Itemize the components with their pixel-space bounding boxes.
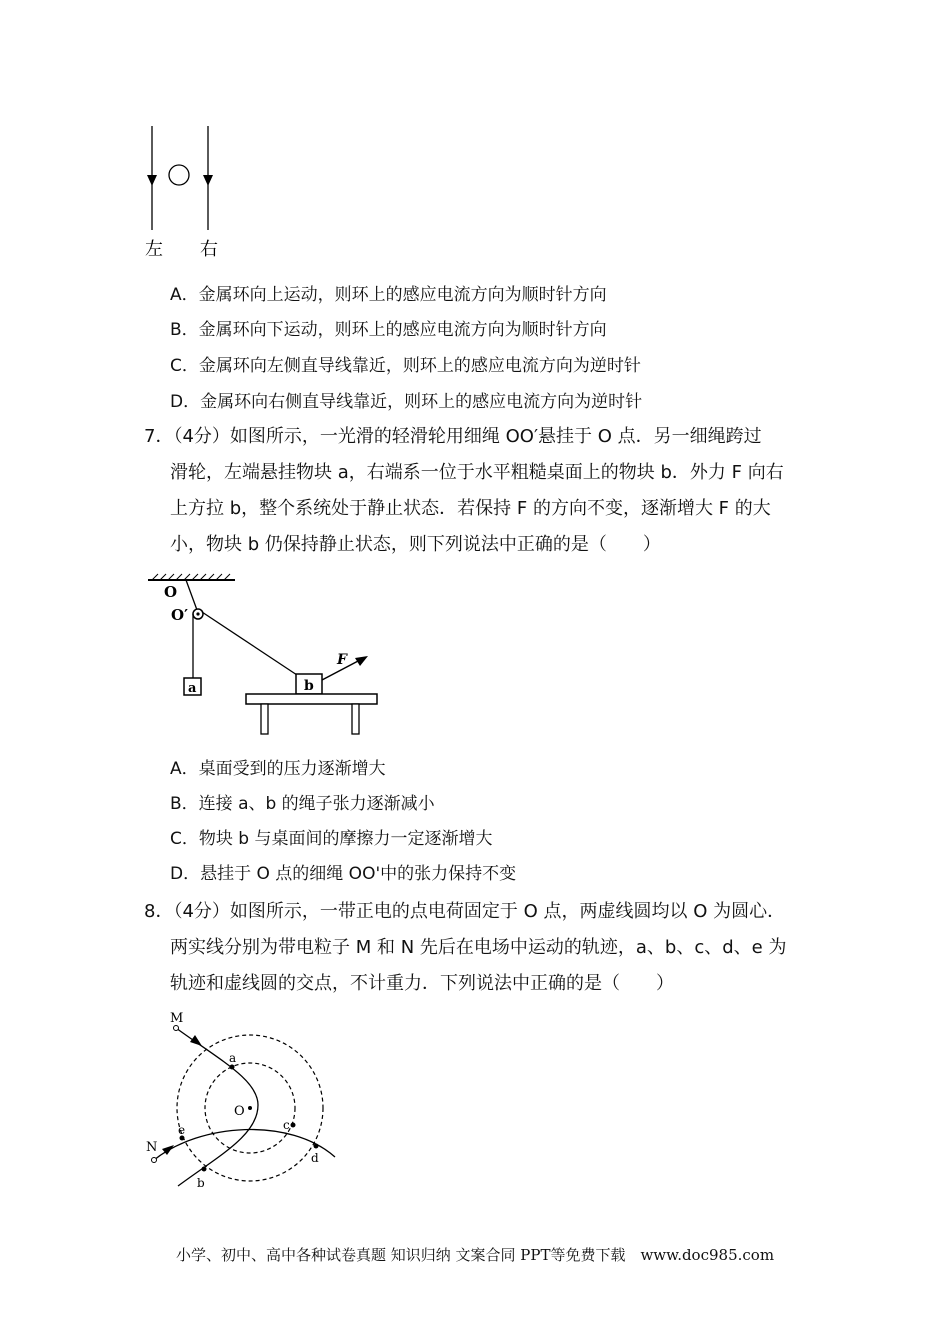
rope-to-b [202,612,297,675]
q8-line-1: 8．（4分）如图所示，一带正电的点电荷固定于 O 点，两虚线圆均以 O 为圆心． [144,901,786,922]
label-b: b [197,1176,205,1190]
label-a: a [188,681,197,696]
q8-line-3: 轨迹和虚线圆的交点，不计重力．下列说法中正确的是（ ） [170,973,674,994]
label-F: F [337,652,347,668]
right-wire-arrow [203,175,213,186]
q7-stem [144,419,814,563]
force-F-arrowhead [355,656,368,666]
q6-option-b: B．金属环向下运动，则环上的感应电流方向为顺时针方向 [170,320,607,340]
point-d [314,1144,319,1149]
q7-line-2: 滑轮，左端悬挂物块 a，右端系一位于水平粗糙桌面上的物块 b．外力 F 向右 [170,462,784,483]
q6-figure [130,120,240,265]
metal-ring [169,165,189,185]
q6-option-d: D．金属环向右侧直导线靠近，则环上的感应电流方向为逆时针 [170,392,643,412]
table-top [246,694,377,704]
charge-O [248,1106,252,1110]
label-O: O [234,1104,245,1119]
q8-figure [140,1005,350,1195]
label-e: e [178,1123,186,1137]
right-label: 右 [200,239,218,260]
label-d: d [311,1151,319,1165]
trajectory-M [176,1028,258,1186]
q7-figure [140,572,390,737]
q8-stem [144,894,814,1002]
pulley-axle [196,612,199,615]
left-wire-arrow [147,175,157,186]
label-O-prime: O′ [171,606,189,624]
q7-option-a: A．桌面受到的压力逐渐增大 [170,759,386,779]
table-leg-right [352,704,359,734]
N-start [152,1158,157,1163]
label-a: a [229,1051,237,1065]
left-label: 左 [145,239,163,260]
q6-option-c: C．金属环向左侧直导线靠近，则环上的感应电流方向为逆时针 [170,356,641,376]
label-c: c [283,1118,290,1132]
q7-option-c: C．物块 b 与桌面间的摩擦力一定逐渐增大 [170,829,493,849]
table-leg-left [261,704,268,734]
q7-line-1: 7．（4分）如图所示，一光滑的轻滑轮用细绳 OO′悬挂于 O 点．另一细绳跨过 [144,426,762,447]
page-footer: 小学、初中、高中各种试卷真题 知识归纳 文案合同 PPT等免费下载 www.doc985.com [175,1246,775,1264]
label-N: N [146,1140,158,1155]
q7-option-b: B．连接 a、b 的绳子张力逐渐减小 [170,794,435,814]
q7-line-4: 小，物块 b 仍保持静止状态，则下列说法中正确的是（ ） [170,534,661,555]
M-start [174,1026,179,1031]
q8-line-2: 两实线分别为带电粒子 M 和 N 先后在电场中运动的轨迹，a、b、c、d、e 为 [170,937,787,958]
q6-option-a: A．金属环向上运动，则环上的感应电流方向为顺时针方向 [170,285,607,305]
label-M: M [170,1011,184,1026]
q7-line-3: 上方拉 b，整个系统处于静止状态．若保持 F 的方向不变，逐渐增大 F 的大 [170,498,771,519]
label-O: O [164,583,178,601]
M-arrowhead [190,1035,202,1046]
label-b: b [304,678,314,694]
point-c [291,1123,296,1128]
point-a [230,1065,235,1070]
point-b [202,1167,207,1172]
q7-option-d: D．悬挂于 O 点的细绳 OO'中的张力保持不变 [170,864,517,884]
